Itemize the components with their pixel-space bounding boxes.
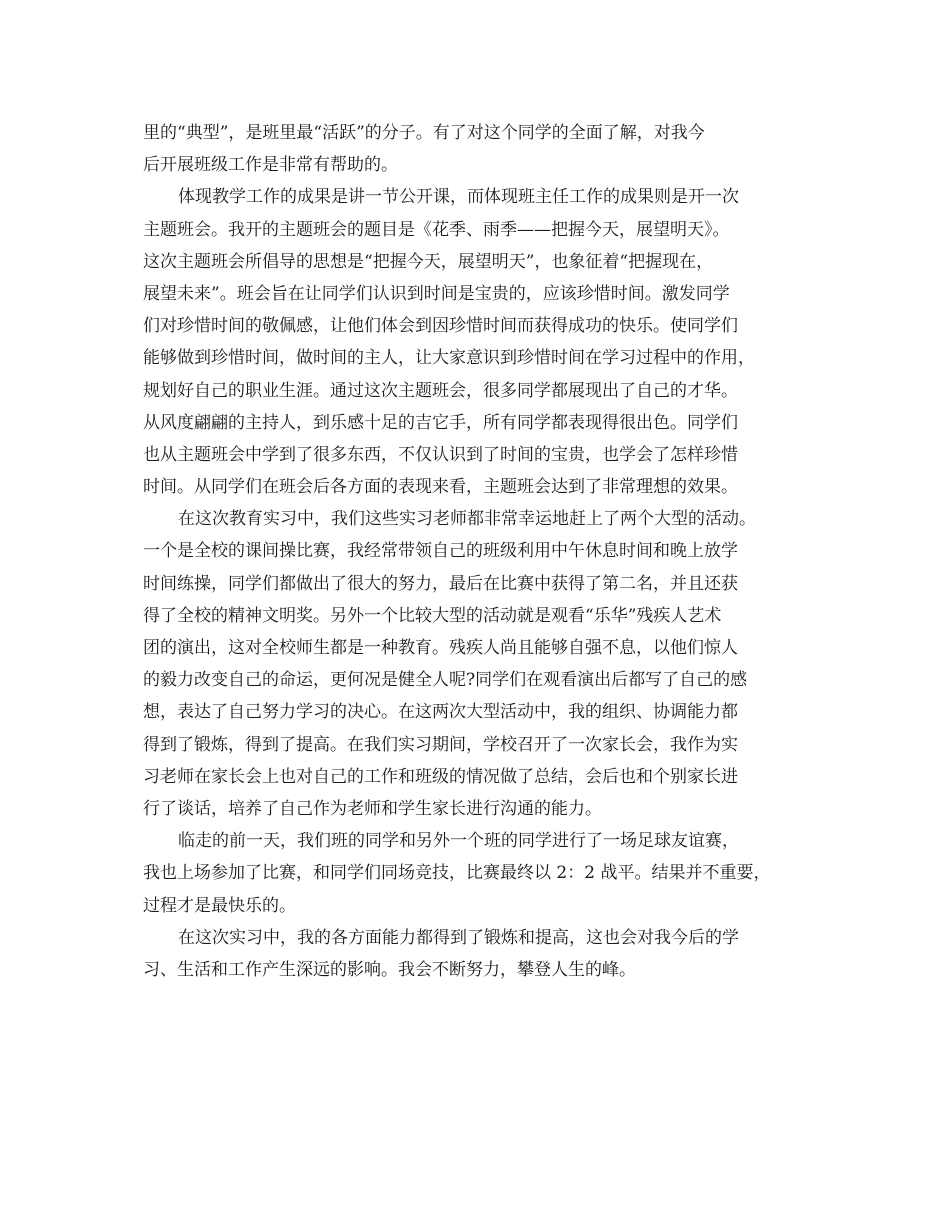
text-line: 我也上场参加了比赛，和同学们同场竞技，比赛最终以 2：2 战平。结果并不重要， [143,863,771,884]
text-line: 一个是全校的课间操比赛，我经常带领自己的班级利用中午休息时间和晚上放学 [143,541,738,562]
text-line: 得到了锻炼，得到了提高。在我们实习期间，学校召开了一次家长会，我作为实 [143,734,738,755]
text-line: 时间。从同学们在班会后各方面的表现来看，主题班会达到了非常理想的效果。 [143,477,738,498]
text-line: 行了谈话，培养了自己作为老师和学生家长进行沟通的能力。 [143,798,602,819]
text-line: 能够做到珍惜时间，做时间的主人，让大家意识到珍惜时间在学习过程中的作用， [143,348,755,369]
paragraph-first-line: 临走的前一天，我们班的同学和另外一个班的同学进行了一场足球友谊赛， [178,831,739,852]
text-line: 展望未来”。班会旨在让同学们认识到时间是宝贵的，应该珍惜时间。激发同学 [143,283,730,304]
text-line: 过程才是最快乐的。 [143,895,296,916]
text-line: 的毅力改变自己的命运，更何况是健全人呢?同学们在观看演出后都写了自己的感 [143,670,748,691]
paragraph-first-line: 在这次实习中，我的各方面能力都得到了锻炼和提高，这也会对我今后的学 [178,927,739,948]
text-line: 时间练操，同学们都做出了很大的努力，最后在比赛中获得了第二名，并且还获 [143,573,738,594]
document-body [143,117,813,986]
text-line: 习、生活和工作产生深远的影响。我会不断努力，攀登人生的峰。 [143,959,636,980]
text-line: 主题班会。我开的主题班会的题目是《花季、雨季——把握今天，展望明天》。 [143,219,730,240]
text-line: 规划好自己的职业生涯。通过这次主题班会，很多同学都展现出了自己的才华。 [143,380,738,401]
text-line: 想，表达了自己努力学习的决心。在这两次大型活动中，我的组织、协调能力都 [143,702,738,723]
text-line: 里的“典型”，是班里最“活跃”的分子。有了对这个同学的全面了解，对我今 [143,123,705,143]
text-line: 习老师在家长会上也对自己的工作和班级的情况做了总结，会后也和个别家长进 [143,766,738,787]
text-line: 们对珍惜时间的敬佩感，让他们体会到因珍惜时间而获得成功的快乐。使同学们 [143,316,738,337]
paragraph-first-line: 体现教学工作的成果是讲一节公开课，而体现班主任工作的成果则是开一次 [178,187,739,208]
text-line: 也从主题班会中学到了很多东西，不仅认识到了时间的宝贵，也学会了怎样珍惜 [143,444,738,465]
paragraph-first-line: 在这次教育实习中，我们这些实习老师都非常幸运地赶上了两个大型的活动。 [178,509,756,530]
text-line: 团的演出，这对全校师生都是一种教育。残疾人尚且能够自强不息，以他们惊人 [143,638,738,658]
text-line: 从风度翩翩的主持人，到乐感十足的吉它手，所有同学都表现得很出色。同学们 [143,412,738,433]
text-line: 这次主题班会所倡导的思想是“把握今天，展望明天”，也象征着“把握现在， [143,251,714,272]
text-line: 后开展班级工作是非常有帮助的。 [143,155,398,176]
text-line: 得了全校的精神文明奖。另外一个比较大型的活动就是观看“乐华”残疾人艺术 [143,605,722,626]
